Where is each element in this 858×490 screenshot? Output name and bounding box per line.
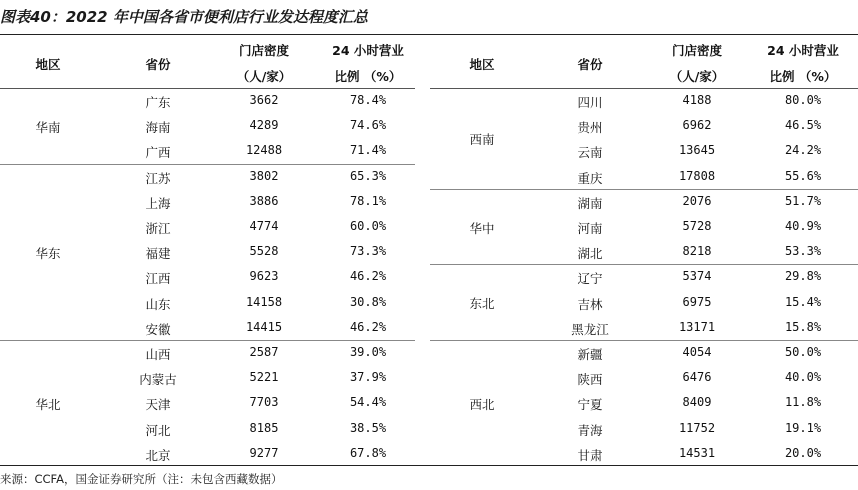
ratio-cell: 53.3% [784,244,822,259]
ratio-cell: 37.9% [349,370,387,385]
ratio-cell: 46.2% [349,319,387,334]
density-cell: 13645 [678,143,716,158]
province-cell: 安徽 [145,321,171,337]
density-cell: 6476 [682,370,712,385]
density-cell: 4054 [682,345,712,359]
province-cell: 辽宁 [577,271,603,287]
province-cell: 云南 [577,145,603,161]
province-cell: 湖北 [577,246,603,262]
header-ratio: 24 小时营业 [332,43,404,58]
region-label: 西北 [469,397,495,412]
ratio-cell: 55.6% [784,168,822,183]
province-cell: 北京 [145,447,171,463]
ratio-cell: 78.1% [349,193,387,208]
province-cell: 湖南 [577,195,603,211]
group-divider [430,189,858,190]
province-cell: 内蒙古 [139,372,177,388]
ratio-cell: 38.5% [349,420,387,435]
density-cell: 5374 [682,269,712,284]
density-cell: 14531 [678,445,716,460]
table-bottom-rule [0,465,858,466]
header-rule [0,88,415,89]
header-ratio-unit: 比例 （%） [769,69,837,84]
ratio-cell: 80.0% [784,93,822,107]
province-cell: 上海 [145,195,171,211]
group-divider [430,340,858,341]
header-ratio: 24 小时营业 [767,43,839,58]
density-cell: 8409 [682,395,712,410]
density-cell: 6975 [682,294,712,309]
density-cell: 9277 [249,445,279,460]
ratio-cell: 46.2% [349,269,387,284]
ratio-cell: 78.4% [349,93,387,107]
density-cell: 5728 [682,219,712,233]
province-cell: 贵州 [577,120,603,136]
density-cell: 14415 [245,319,283,334]
province-cell: 甘肃 [577,447,603,463]
density-cell: 5221 [249,370,279,385]
ratio-cell: 15.8% [784,319,822,334]
ratio-cell: 11.8% [784,395,822,410]
ratio-cell: 51.7% [784,193,822,208]
density-cell: 3662 [249,93,279,107]
ratio-cell: 40.0% [784,370,822,385]
header-province: 省份 [577,57,603,72]
table-top-rule [0,34,858,35]
density-cell: 13171 [678,319,716,334]
province-cell: 天津 [145,397,171,413]
region-label: 华东 [35,245,61,261]
province-cell: 河南 [577,221,603,236]
header-rule [430,88,858,89]
ratio-cell: 73.3% [349,244,387,259]
density-cell: 3802 [249,168,279,183]
density-cell: 17808 [678,168,716,183]
ratio-cell: 67.8% [349,445,387,460]
density-cell: 8218 [682,244,712,259]
density-cell: 11752 [678,420,716,435]
province-cell: 山东 [145,296,171,312]
ratio-cell: 71.4% [349,143,387,158]
figure-title: 图表40：2022 年中国各省市便利店行业发达程度汇总 [0,8,368,26]
province-cell: 山西 [145,347,171,362]
ratio-cell: 15.4% [784,294,822,309]
density-cell: 4774 [249,219,279,233]
province-cell: 陕西 [577,372,603,388]
province-cell: 广西 [145,145,171,161]
density-cell: 6962 [682,118,712,133]
province-cell: 宁夏 [577,397,603,413]
ratio-cell: 74.6% [349,118,387,133]
density-cell: 5528 [249,244,279,259]
ratio-cell: 20.0% [784,445,822,460]
source-footnote: 来源：CCFA，国金证券研究所（注：未包含西藏数据） [0,472,283,486]
ratio-cell: 29.8% [784,269,822,284]
province-cell: 浙江 [145,221,171,236]
header-density: 门店密度 [671,43,722,58]
province-cell: 青海 [577,422,603,438]
province-cell: 黑龙江 [571,321,609,337]
header-region: 地区 [35,57,61,72]
group-divider [0,340,415,341]
ratio-cell: 46.5% [784,118,822,133]
header-density-unit: （人/家） [669,69,725,84]
ratio-cell: 54.4% [349,395,387,410]
density-cell: 14158 [245,294,283,309]
header-density: 门店密度 [238,43,289,58]
density-cell: 2076 [682,193,712,208]
region-label: 东北 [469,296,495,312]
ratio-cell: 30.8% [349,294,387,309]
ratio-cell: 19.1% [784,420,822,435]
ratio-cell: 50.0% [784,345,822,359]
density-cell: 9623 [249,269,279,284]
header-density-unit: （人/家） [236,69,292,84]
density-cell: 8185 [249,420,279,435]
ratio-cell: 24.2% [784,143,822,158]
province-cell: 河北 [145,422,171,438]
region-label: 华南 [35,119,61,135]
province-cell: 重庆 [577,170,603,186]
ratio-cell: 40.9% [784,219,822,233]
header-province: 省份 [145,57,171,72]
density-cell: 7703 [249,395,279,410]
region-label: 华中 [469,220,495,236]
region-label: 华北 [35,397,61,412]
group-divider [430,264,858,265]
ratio-cell: 60.0% [349,219,387,233]
province-cell: 江苏 [145,170,171,186]
density-cell: 4289 [249,118,279,133]
density-cell: 2587 [249,345,279,359]
province-cell: 吉林 [577,296,603,312]
province-cell: 江西 [145,271,171,287]
density-cell: 3886 [249,193,279,208]
province-cell: 海南 [145,120,171,136]
header-ratio-unit: 比例 （%） [334,69,402,84]
province-cell: 新疆 [577,347,603,362]
group-divider [0,164,415,165]
province-cell: 福建 [145,246,171,262]
header-region: 地区 [469,57,495,72]
density-cell: 12488 [245,143,283,158]
density-cell: 4188 [682,93,712,107]
province-cell: 四川 [577,95,603,110]
ratio-cell: 39.0% [349,345,387,359]
region-label: 西南 [469,132,495,148]
province-cell: 广东 [145,95,171,110]
ratio-cell: 65.3% [349,168,387,183]
